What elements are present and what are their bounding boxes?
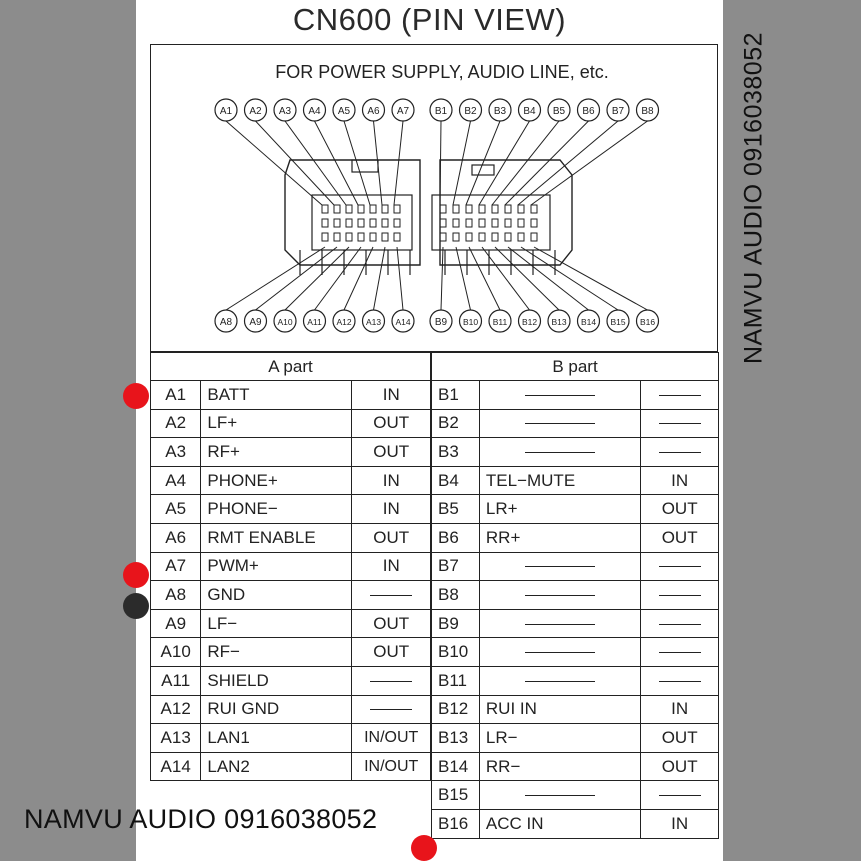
pin-function: LAN1 (201, 724, 352, 753)
pin-socket (505, 233, 511, 241)
leader-line (453, 121, 471, 205)
table-row (432, 752, 719, 781)
pin-direction: OUT (641, 752, 719, 781)
empty-dash (525, 566, 595, 567)
table-row (432, 438, 719, 467)
leader-line (505, 121, 589, 205)
pin-direction (641, 438, 719, 467)
leader-line (441, 247, 443, 310)
pin-direction: IN (352, 495, 431, 524)
pin-socket (453, 219, 459, 227)
leader-line (226, 121, 322, 205)
table-row (151, 381, 431, 410)
pin-number: A4 (151, 466, 201, 495)
pin-function (479, 381, 640, 410)
leader-line (394, 121, 403, 205)
pin-table-b (431, 352, 719, 839)
empty-dash (659, 681, 701, 682)
pin-function: SHIELD (201, 666, 352, 695)
pin-socket (394, 233, 400, 241)
latch-b (472, 165, 494, 175)
pin-number: B5 (432, 495, 480, 524)
pin-block-b (432, 195, 550, 250)
pin-marker-red (123, 562, 149, 588)
pin-socket (479, 219, 485, 227)
empty-dash (525, 652, 595, 653)
empty-dash (659, 795, 701, 796)
pin-socket (466, 205, 472, 213)
empty-dash (525, 423, 595, 424)
pin-number: A11 (151, 666, 201, 695)
pin-bubble-label: A12 (336, 317, 352, 327)
pin-function (479, 666, 640, 695)
pin-number: A2 (151, 409, 201, 438)
pin-direction (641, 409, 719, 438)
diagram-title: CN600 (PIN VIEW) (292, 2, 567, 37)
pin-socket (479, 205, 485, 213)
pin-bubble-label: A4 (308, 106, 321, 117)
pin-socket (394, 219, 400, 227)
pin-direction: IN/OUT (352, 752, 431, 781)
side-watermark (740, 8, 768, 388)
table-a-header: A part (151, 353, 431, 381)
table-row (432, 724, 719, 753)
pin-function: RF+ (201, 438, 352, 467)
pin-socket (492, 219, 498, 227)
pin-function: TEL−MUTE (479, 466, 640, 495)
pin-bubble-label: B5 (552, 106, 566, 117)
pin-socket (453, 205, 459, 213)
pin-direction: OUT (352, 409, 431, 438)
pin-function: LF− (201, 609, 352, 638)
leader-line (256, 247, 338, 310)
leader-line (374, 121, 383, 205)
leader-line (534, 247, 648, 310)
pin-socket (531, 219, 537, 227)
table-row (432, 495, 719, 524)
pin-direction: IN (352, 381, 431, 410)
pin-socket (334, 205, 340, 213)
pin-marker-black (123, 593, 149, 619)
table-row (151, 495, 431, 524)
pin-socket (440, 233, 446, 241)
pin-bubble-label: A6 (367, 106, 380, 117)
pin-socket (370, 219, 376, 227)
pin-bubble-label: A9 (249, 317, 262, 328)
empty-dash (525, 624, 595, 625)
pin-marker-red (411, 835, 437, 861)
leader-line (456, 247, 471, 310)
pin-number: A8 (151, 581, 201, 610)
leader-line (226, 247, 325, 310)
pin-socket (440, 205, 446, 213)
pin-function: RR− (479, 752, 640, 781)
pin-number: B14 (432, 752, 480, 781)
pin-socket (382, 205, 388, 213)
table-row (432, 581, 719, 610)
pin-bubble-label: A1 (219, 106, 233, 117)
table-row (151, 752, 431, 781)
pin-function (479, 581, 640, 610)
pin-bubble-label: A2 (249, 106, 262, 117)
table-row (151, 523, 431, 552)
pin-number: A13 (151, 724, 201, 753)
pin-socket (358, 205, 364, 213)
table-row (432, 695, 719, 724)
pin-function: ACC IN (479, 809, 640, 838)
pin-function (479, 638, 640, 667)
pin-function (479, 409, 640, 438)
pin-function: GND (201, 581, 352, 610)
table-row (151, 552, 431, 581)
pin-function: PHONE− (201, 495, 352, 524)
pin-direction (641, 781, 719, 810)
pin-bubble-label: A8 (219, 317, 233, 328)
pin-bubble-label: B3 (493, 106, 507, 117)
pin-number: B11 (432, 666, 480, 695)
pin-number: B10 (432, 638, 480, 667)
pin-bubble-label: B13 (551, 317, 567, 327)
pin-function: RF− (201, 638, 352, 667)
empty-dash (659, 652, 701, 653)
pin-direction (352, 695, 431, 724)
pin-bubble-label: B14 (580, 317, 597, 327)
latch-a (352, 160, 378, 172)
table-row (432, 381, 719, 410)
pin-function: RMT ENABLE (201, 523, 352, 552)
pin-bubble-label: B2 (464, 106, 477, 117)
pin-number: A12 (151, 695, 201, 724)
pin-number: A9 (151, 609, 201, 638)
table-row (151, 695, 431, 724)
pin-table-a (150, 352, 431, 781)
pin-bubble-label: B11 (492, 317, 508, 327)
pin-function: RUI GND (201, 695, 352, 724)
pin-direction: OUT (352, 638, 431, 667)
table-row (432, 523, 719, 552)
pin-direction (641, 609, 719, 638)
pin-direction: IN (641, 695, 719, 724)
leader-line (479, 121, 530, 205)
pin-socket (322, 205, 328, 213)
pin-block-a (312, 195, 412, 250)
empty-dash (370, 681, 412, 682)
table-row (432, 609, 719, 638)
pin-socket (370, 205, 376, 213)
empty-dash (659, 624, 701, 625)
table-row (151, 638, 431, 667)
pin-bubble-label: B12 (521, 317, 538, 327)
pin-socket (382, 219, 388, 227)
pin-socket (346, 205, 352, 213)
pin-number: B3 (432, 438, 480, 467)
leader-line (482, 247, 530, 310)
pin-socket (440, 219, 446, 227)
pin-number: A7 (151, 552, 201, 581)
pin-function: LF+ (201, 409, 352, 438)
pin-function (479, 552, 640, 581)
leader-line (440, 121, 441, 205)
pin-socket (334, 233, 340, 241)
leader-line (469, 247, 500, 310)
empty-dash (370, 595, 412, 596)
table-row (432, 666, 719, 695)
pin-function (479, 781, 640, 810)
pin-number: A6 (151, 523, 201, 552)
pin-number: A3 (151, 438, 201, 467)
pin-direction: IN/OUT (352, 724, 431, 753)
pin-socket (394, 205, 400, 213)
pin-direction (641, 666, 719, 695)
pin-socket (358, 219, 364, 227)
pin-number: B6 (432, 523, 480, 552)
pin-number: B16 (432, 809, 480, 838)
pin-bubble-label: A3 (278, 106, 292, 117)
pin-direction: IN (641, 466, 719, 495)
pin-direction: OUT (352, 609, 431, 638)
empty-dash (525, 452, 595, 453)
pin-socket (531, 233, 537, 241)
pin-direction (641, 638, 719, 667)
pin-number: B9 (432, 609, 480, 638)
leader-line (495, 247, 559, 310)
pin-socket (358, 233, 364, 241)
pin-socket (505, 219, 511, 227)
pin-number: B7 (432, 552, 480, 581)
leader-line (285, 247, 349, 310)
pin-direction: OUT (641, 495, 719, 524)
table-row (151, 581, 431, 610)
pin-bubble-label: B15 (610, 317, 626, 327)
pin-bubble-label: B6 (582, 106, 595, 117)
pin-socket (322, 219, 328, 227)
pin-direction: IN (641, 809, 719, 838)
pin-function: LR− (479, 724, 640, 753)
table-row (151, 609, 431, 638)
table-row (432, 781, 719, 810)
pin-number: B1 (432, 381, 480, 410)
pin-direction: IN (352, 552, 431, 581)
pin-function: PHONE+ (201, 466, 352, 495)
pin-bubble-label: A14 (395, 317, 411, 327)
pin-bubble-label: B7 (611, 106, 625, 117)
pin-function: RR+ (479, 523, 640, 552)
bottom-watermark: NAMVU AUDIO 0916038052 (24, 804, 378, 834)
leader-line (344, 247, 373, 310)
empty-dash (659, 452, 701, 453)
pin-socket (466, 219, 472, 227)
leader-line (518, 121, 618, 205)
pin-number: A1 (151, 381, 201, 410)
pin-direction: IN (352, 466, 431, 495)
pin-direction (641, 581, 719, 610)
pin-direction (641, 381, 719, 410)
pin-number: B2 (432, 409, 480, 438)
pin-direction (352, 666, 431, 695)
pin-number: B13 (432, 724, 480, 753)
leader-line (466, 121, 500, 205)
leader-line (508, 247, 589, 310)
pin-direction: OUT (641, 523, 719, 552)
pin-socket (346, 219, 352, 227)
pin-bubble-label: B16 (639, 317, 656, 327)
pin-socket (518, 219, 524, 227)
pin-socket (492, 233, 498, 241)
pin-function: LAN2 (201, 752, 352, 781)
empty-dash (525, 395, 595, 396)
table-row (151, 666, 431, 695)
pin-socket (518, 233, 524, 241)
pin-socket (518, 205, 524, 213)
pin-number: B8 (432, 581, 480, 610)
pin-marker-red (123, 383, 149, 409)
leader-line (397, 247, 403, 310)
pin-bubble-label: B9 (434, 317, 448, 328)
pin-socket (346, 233, 352, 241)
pin-socket (370, 233, 376, 241)
pin-number: A5 (151, 495, 201, 524)
pin-direction: OUT (352, 438, 431, 467)
pin-bubble-label: A10 (277, 317, 293, 327)
table-row (432, 638, 719, 667)
empty-dash (659, 395, 701, 396)
pin-socket (322, 233, 328, 241)
pin-socket (531, 205, 537, 213)
diagram-subtitle: FOR POWER SUPPLY, AUDIO LINE, etc. (275, 62, 609, 82)
empty-dash (525, 595, 595, 596)
pin-number: A14 (151, 752, 201, 781)
pin-bubble-label: A5 (337, 106, 351, 117)
pin-socket (479, 233, 485, 241)
empty-dash (659, 566, 701, 567)
empty-dash (370, 709, 412, 710)
pin-direction (352, 581, 431, 610)
pin-function: BATT (201, 381, 352, 410)
pin-socket (453, 233, 459, 241)
table-row (432, 809, 719, 838)
table-row (151, 409, 431, 438)
pin-socket (334, 219, 340, 227)
table-row (151, 466, 431, 495)
pin-bubble-label: A13 (365, 317, 382, 327)
pin-socket (466, 233, 472, 241)
table-b-header: B part (432, 353, 719, 381)
table-row (432, 409, 719, 438)
table-row (151, 724, 431, 753)
pin-bubble-label: A11 (307, 317, 322, 327)
pin-direction (641, 552, 719, 581)
pin-number: A10 (151, 638, 201, 667)
pin-bubble-label: B10 (462, 317, 479, 327)
leader-line (374, 247, 386, 310)
empty-dash (659, 595, 701, 596)
leader-line (344, 121, 370, 205)
pin-bubble-label: B1 (434, 106, 448, 117)
pin-socket (382, 233, 388, 241)
pin-function (479, 609, 640, 638)
pin-direction: OUT (352, 523, 431, 552)
empty-dash (525, 681, 595, 682)
pin-direction: OUT (641, 724, 719, 753)
pin-number: B12 (432, 695, 480, 724)
pin-number: B4 (432, 466, 480, 495)
pin-bubble-label: A7 (396, 106, 410, 117)
empty-dash (659, 423, 701, 424)
pin-function (479, 438, 640, 467)
table-row (151, 438, 431, 467)
pin-number: B15 (432, 781, 480, 810)
table-row (432, 552, 719, 581)
side-watermark-text: NAMVU AUDIO 0916038052 (739, 31, 768, 365)
leader-line (521, 247, 618, 310)
pin-socket (505, 205, 511, 213)
pin-bubble-label: B4 (523, 106, 536, 117)
pin-bubble-label: B8 (641, 106, 654, 117)
pin-function: RUI IN (479, 695, 640, 724)
table-row (432, 466, 719, 495)
empty-dash (525, 795, 595, 796)
pin-function: PWM+ (201, 552, 352, 581)
pin-socket (492, 205, 498, 213)
pin-function: LR+ (479, 495, 640, 524)
